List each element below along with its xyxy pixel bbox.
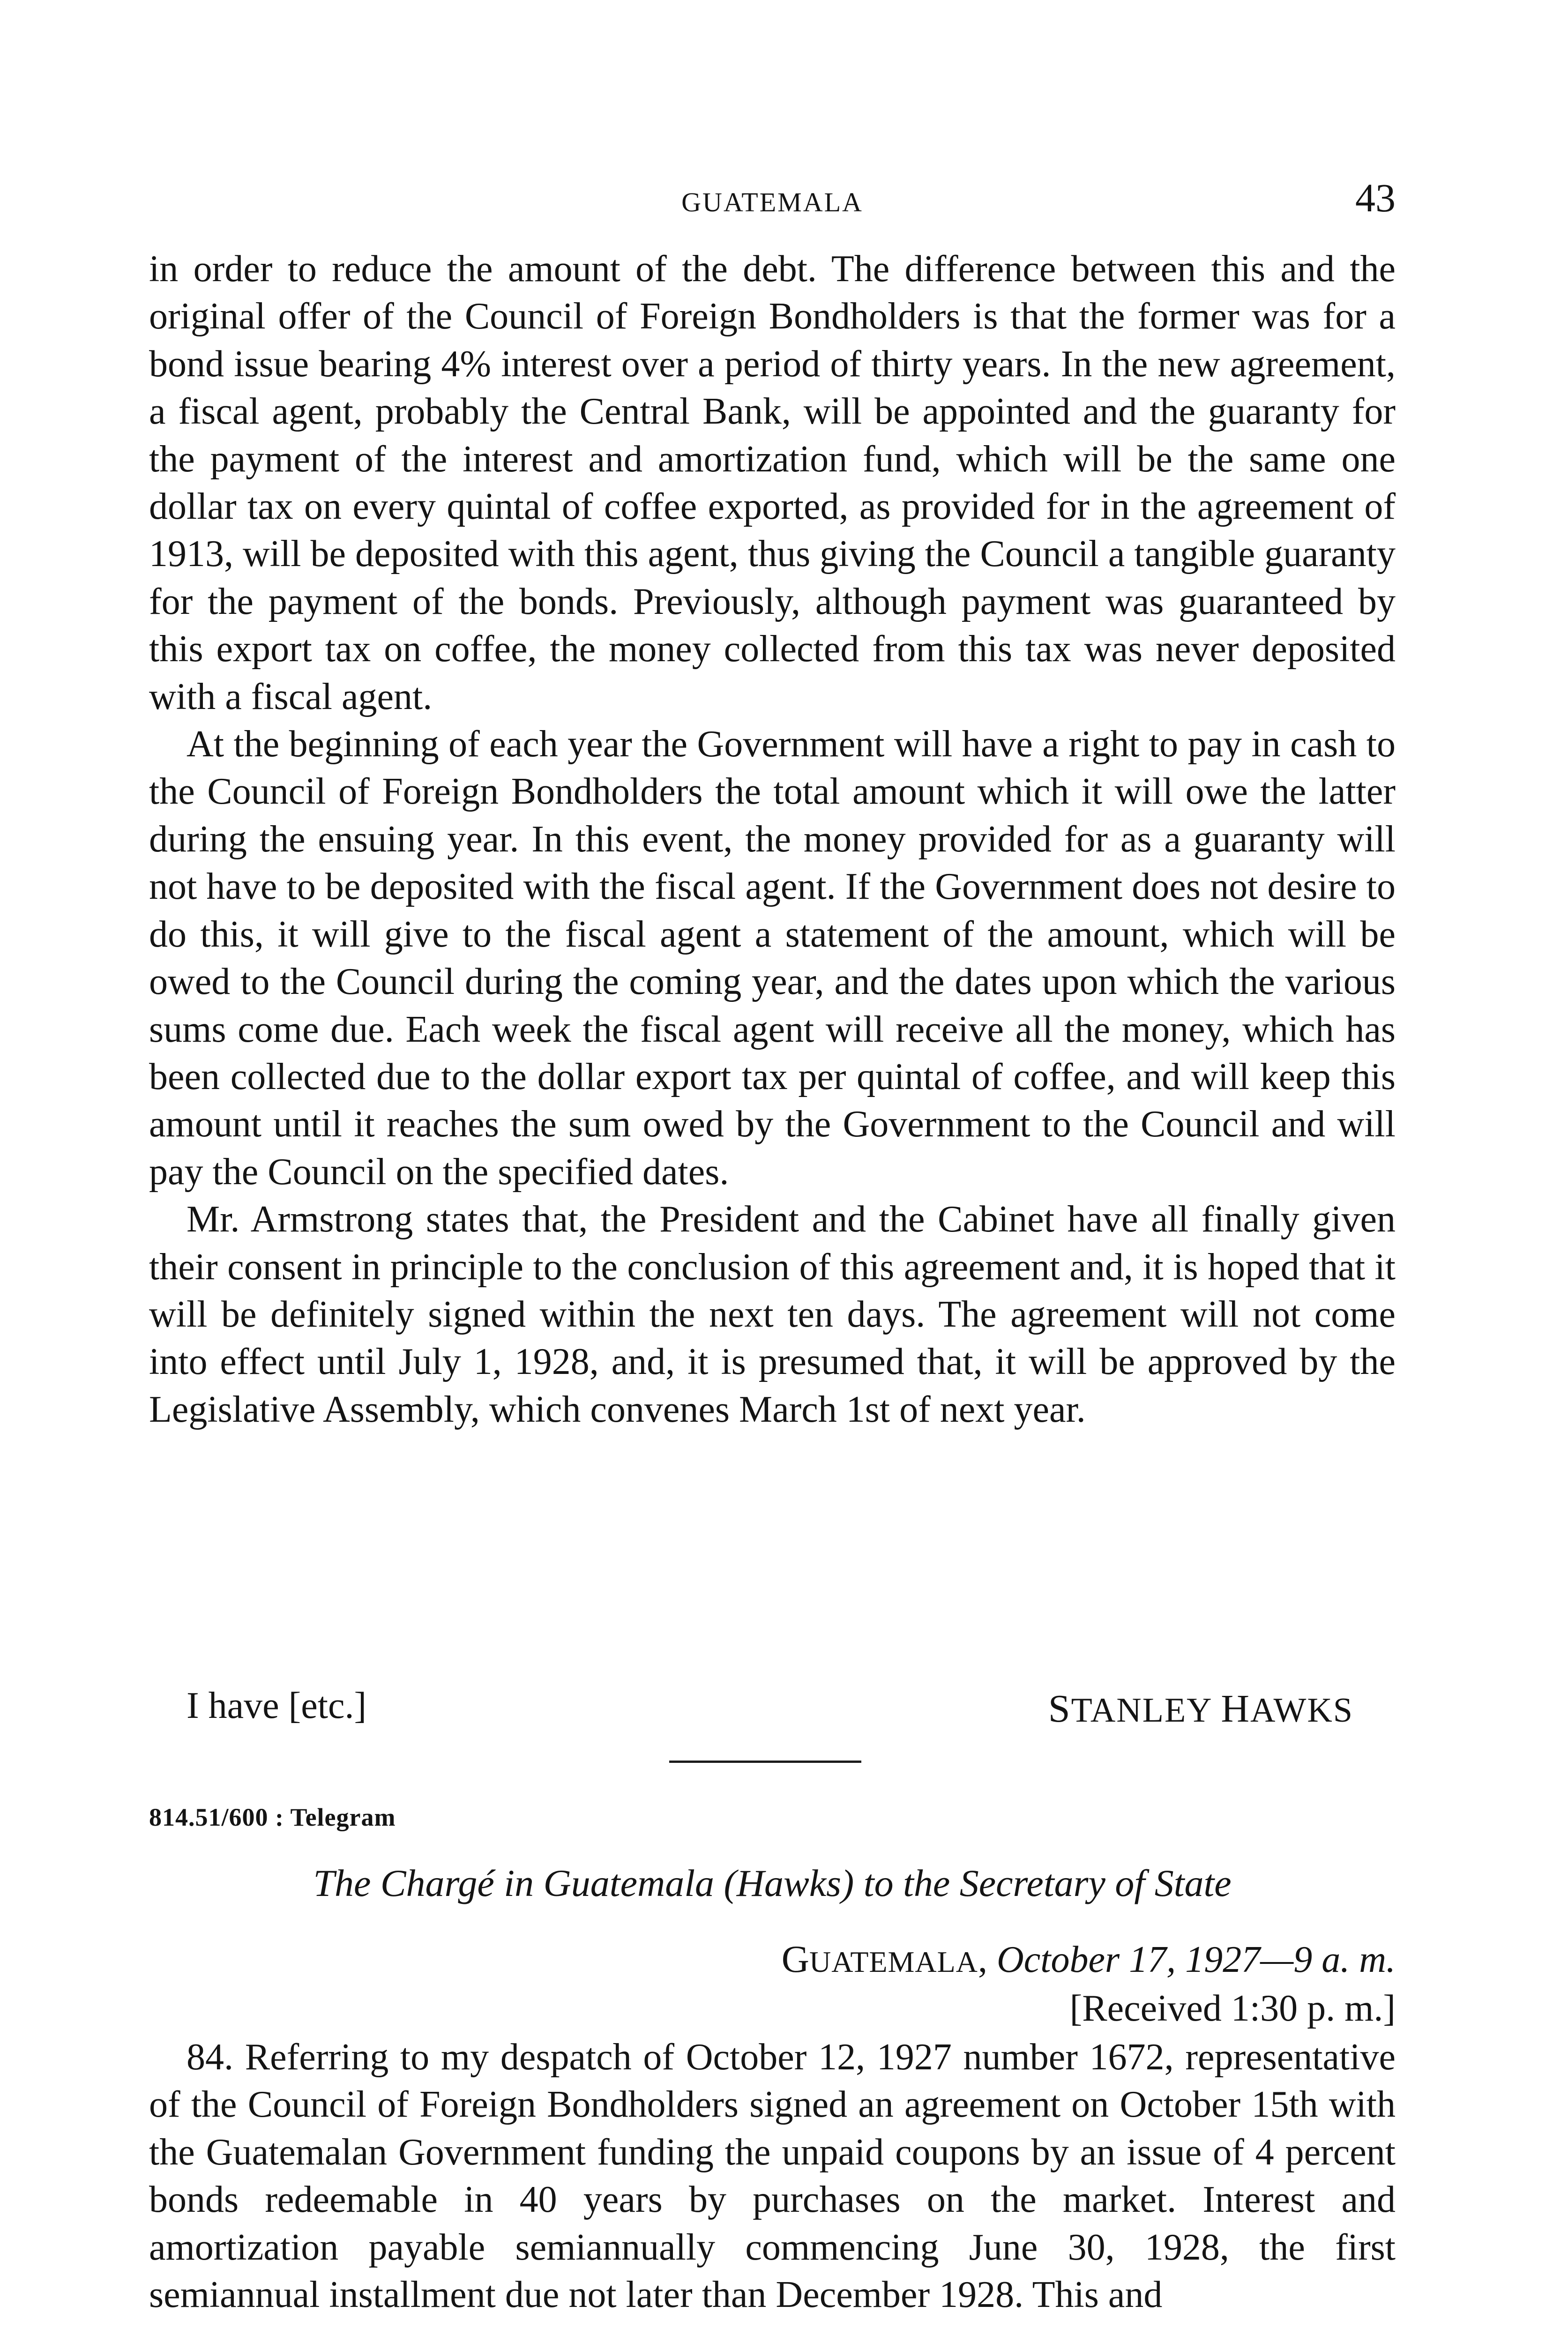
section-divider — [669, 1761, 861, 1763]
signer-name — [1048, 1685, 1353, 1734]
telegram-paragraph: 84. Referring to my despatch of October 12, 1927 number 1672, representative of the Council of Foreign Bondholders signed an agreement on October 15th with the Guatemalan Government funding the unpaid coupons by an issue of 4 percent bonds redeemable in 40 years by purchases on the market. Interest and amortization payable semiannually commencing June 30, 1928, the first semiannual installment due not later than December 1928. This and — [149, 2037, 1396, 2316]
body-paragraph: in order to reduce the amount of the debt. The difference between this and the original offer of the Council of Foreign Bondholders is that the former was for a bond issue bearing 4% interest over a period of thirty years. In the new agreement, a fiscal agent, probably the Central Bank, will be appointed and the guaranty for the payment of the interest and amortization fund, which will be the same one dollar tax on every quintal of coffee exported, as provided for in the agreement of 1913, will be deposited with this agent, thus giving the Council a tangible guaranty for the payment of the bonds. Previously, although payment was guaranteed by this export tax on coffee, the money collected from this tax was never deposited with a fiscal agent. — [149, 248, 1396, 717]
telegram-text — [149, 2034, 1396, 2319]
signer-first-rest: TANLEY — [1071, 1691, 1211, 1730]
running-header — [149, 174, 1396, 226]
document-heading: The Chargé in Guatemala (Hawks) to the Secretary of State — [313, 1862, 1232, 1904]
dateline-date: October 17, 1927—9 a. m. — [996, 1939, 1396, 1980]
page-number: 43 — [1355, 175, 1396, 220]
file-reference: 814.51/600 : Telegram — [149, 1803, 396, 1831]
signer-last-initial: H — [1221, 1687, 1251, 1731]
closing-formula: I have [etc.] — [187, 1685, 367, 1726]
body-paragraph: At the beginning of each year the Government will have a right to pay in cash to the Council of Foreign Bondholders the total amount which it will owe the latter during the ensuing year. In this event, the money provided for as a guaranty will not have to be deposited with the fiscal agent. If the Government does not desire to do this, it will give to the fiscal agent a statement of the amount, which will be owed to the Council during the coming year, and the dates upon which the various sums come due. Each week the fiscal agent will receive all the money, which has been collected due to the dollar export tax per quintal of coffee, and will keep this amount until it reaches the sum owed by the Government to the Council and will pay the Council on the specified dates. — [149, 724, 1396, 1193]
body-text — [149, 246, 1396, 1433]
body-paragraph: Mr. Armstrong states that, the President and the Cabinet have all finally given their consent in principle to the conclusion of this agreement and, it is hoped that it will be definitely signed within the next ten days. The agreement will not come into effect until July 1, 1928, and, it is presumed that, it will be approved by the Legislative Assembly, which convenes March 1st of next year. — [149, 1199, 1396, 1430]
signer-first-initial: S — [1048, 1687, 1071, 1731]
dateline-place-initial: G — [781, 1938, 809, 1980]
dateline: GUATEMALA, October 17, 1927—9 a. m. — [781, 1938, 1396, 1980]
dateline-place-rest: UATEMALA — [809, 1945, 978, 1978]
signature-line — [149, 1682, 1396, 1734]
running-title: GUATEMALA — [681, 187, 863, 217]
received-note: [Received 1:30 p. m.] — [1069, 1988, 1396, 2029]
signer-last-rest: AWKS — [1250, 1691, 1353, 1730]
